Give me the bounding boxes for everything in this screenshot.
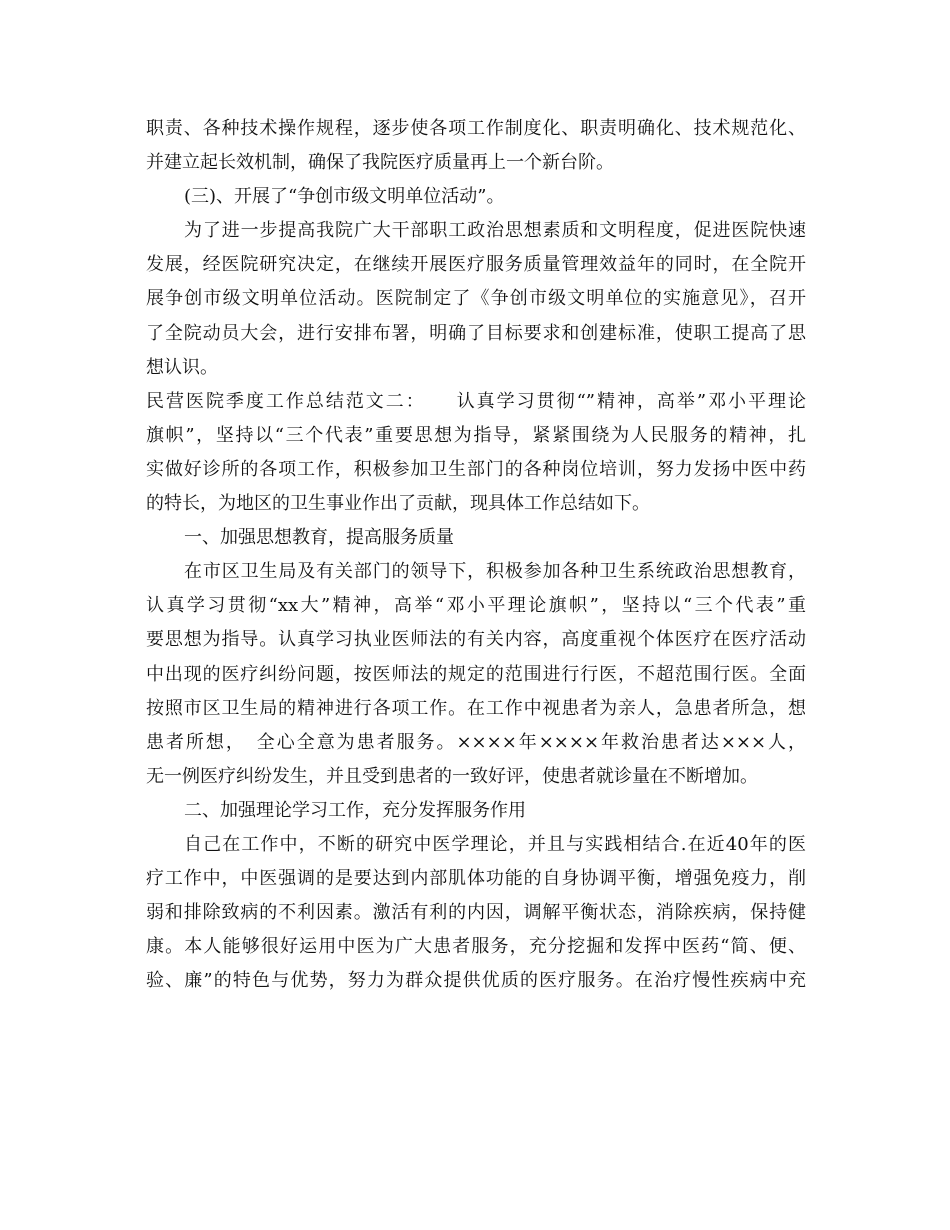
- paragraph-line: 康。本人能够很好运用中医为广大患者服务，充分挖掘和发挥中医药“简、便、: [146, 936, 806, 958]
- paragraph-line: 的特长，为地区的卫生事业作出了贡献，现具体工作总结如下。: [146, 493, 650, 515]
- paragraph-line: 职责、各种技术操作规程，逐步使各项工作制度化、职责明确化、技术规范化、: [146, 118, 806, 139]
- paragraph-line: 想认识。: [146, 356, 218, 378]
- paragraph-line: 自己在工作中，不断的研究中医学理论，并且与实践相结合.在近40年的医: [184, 833, 806, 855]
- paragraph-line: 认真学习贯彻“xx大”精神，高举“邓小平理论旗帜”，坚持以“三个代表”重: [146, 595, 806, 617]
- paragraph-line: 了全院动员大会，进行安排布署，明确了目标要求和创建标准，使职工提高了思: [146, 322, 806, 344]
- paragraph-line: 要思想为指导。认真学习执业医师法的有关内容，高度重视个体医疗在医疗活动: [146, 629, 806, 651]
- paragraph-line: 按照市区卫生局的精神进行各项工作。在工作中视患者为亲人，急患者所急，想: [146, 697, 806, 719]
- paragraph-line: 验、廉”的特色与优势，努力为群众提供优质的医疗服务。在治疗慢性疾病中充: [146, 970, 806, 992]
- paragraph-line: 旗帜”，坚持以“三个代表”重要思想为指导，紧紧围绕为人民服务的精神，扎: [146, 424, 806, 446]
- paragraph-line: 在市区卫生局及有关部门的领导下，积极参加各种卫生系统政治思想教育，: [184, 561, 806, 583]
- paragraph-line: 无一例医疗纠纷发生，并且受到患者的一致好评，使患者就诊量在不断增加。: [146, 765, 758, 787]
- paragraph-line: 患者所想， 全心全意为患者服务。××××年××××年救治患者达×××人，: [146, 731, 806, 753]
- paragraph-line: (三)、开展了“争创市级文明单位活动”。: [184, 186, 505, 208]
- paragraph-line: 疗工作中，中医强调的是要达到内部肌体功能的自身协调平衡，增强免疫力，削: [146, 868, 806, 890]
- paragraph-line: 民营医院季度工作总结范文二： 认真学习贯彻“”精神，高举”邓小平理论: [146, 390, 806, 412]
- paragraph-line: 展争创市级文明单位活动。医院制定了《争创市级文明单位的实施意见》，召开: [146, 288, 806, 310]
- paragraph-line: 一、加强思想教育，提高服务质量: [184, 527, 454, 549]
- paragraph-line: 实做好诊所的各项工作，积极参加卫生部门的各种岗位培训，努力发扬中医中药: [146, 458, 806, 480]
- paragraph-line: 发展，经医院研究决定，在继续开展医疗服务质量管理效益年的同时，在全院开: [146, 254, 806, 276]
- paragraph-line: 并建立起长效机制，确保了我院医疗质量再上一个新台阶。: [146, 152, 614, 174]
- paragraph-line: 弱和排除致病的不利因素。激活有利的内因，调解平衡状态，消除疾病，保持健: [146, 902, 806, 924]
- paragraph-line: 二、加强理论学习工作，充分发挥服务作用: [184, 799, 526, 821]
- paragraph-line: 中出现的医疗纠纷问题，按医师法的规定的范围进行行医，不超范围行医。全面: [146, 663, 806, 685]
- paragraph-line: 为了进一步提高我院广大干部职工政治思想素质和文明程度，促进医院快速: [184, 220, 806, 242]
- document-body: [146, 112, 806, 998]
